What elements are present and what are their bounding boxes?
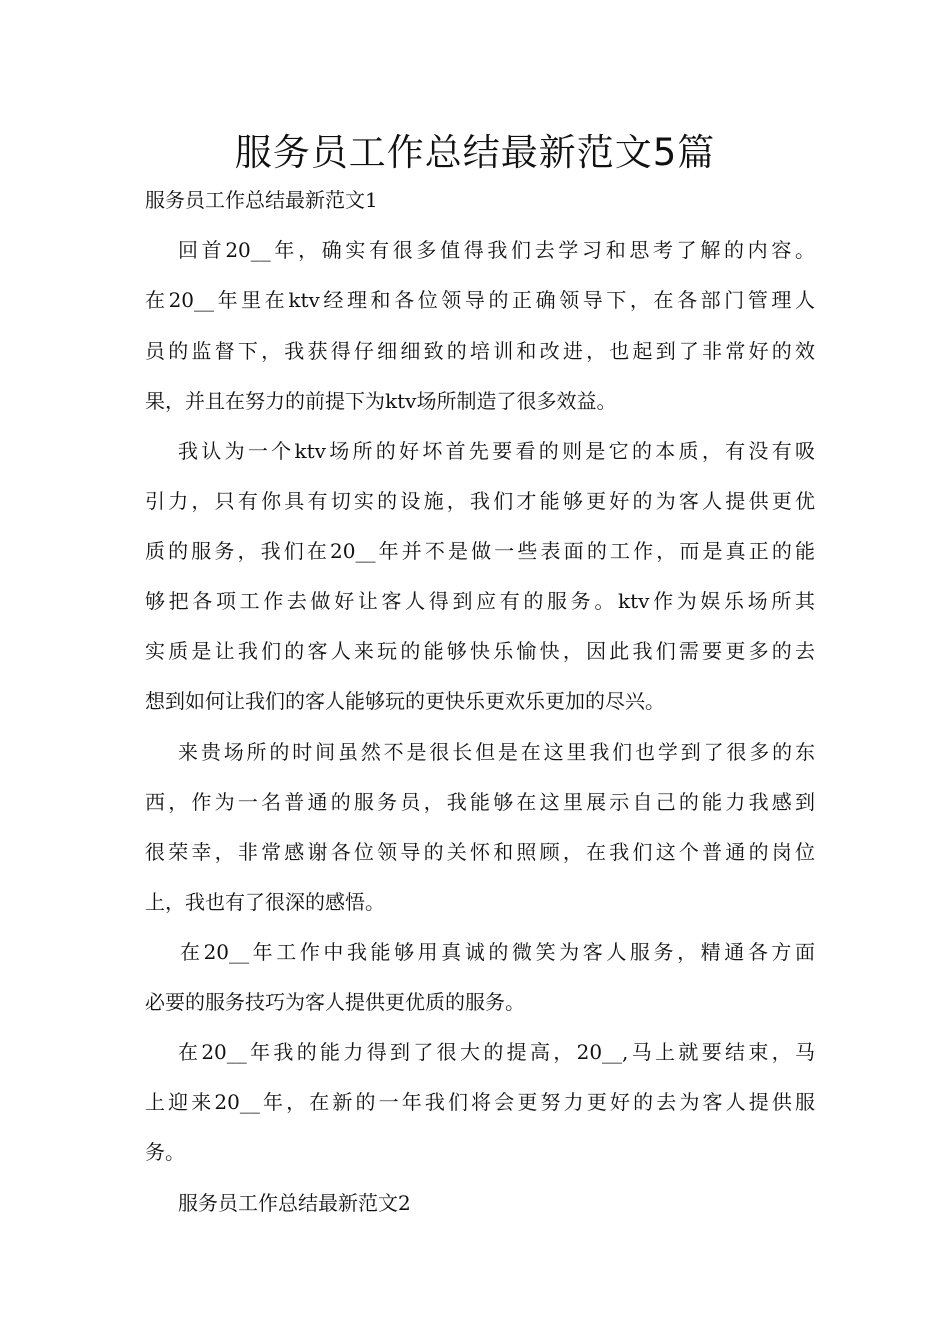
paragraph-5-line-2: 上迎来20__年，在新的一年我们将会更努力更好的去为客人提供服: [145, 1090, 815, 1114]
paragraph-3-line-2: 西，作为一名普通的服务员，我能够在这里展示自己的能力我感到: [145, 790, 815, 814]
paragraph-5-line-3: 务。: [145, 1140, 185, 1164]
paragraph-2-line-6: 想到如何让我们的客人能够玩的更快乐更欢乐更加的尽兴。: [145, 689, 665, 713]
paragraph-3-line-3: 很荣幸，非常感谢各位领导的关怀和照顾，在我们这个普通的岗位: [145, 840, 815, 864]
paragraph-5-line-1: 在20__年我的能力得到了很大的提高，20__,马上就要结束，马: [178, 1040, 815, 1064]
paragraph-2-line-5: 实质是让我们的客人来玩的能够快乐愉快，因此我们需要更多的去: [145, 639, 815, 663]
paragraph-4-line-2: 必要的服务技巧为客人提供更优质的服务。: [145, 990, 525, 1014]
paragraph-3-line-1: 来贵场所的时间虽然不是很长但是在这里我们也学到了很多的东: [178, 740, 815, 764]
paragraph-2-line-2: 引力，只有你具有切实的设施，我们才能够更好的为客人提供更优: [145, 489, 815, 513]
paragraph-1-line-1: 回首20__年，确实有很多值得我们去学习和思考了解的内容。: [178, 238, 815, 262]
paragraph-1-line-2: 在20__年里在ktv经理和各位领导的正确领导下，在各部门管理人: [145, 288, 815, 312]
section-heading-1: 服务员工作总结最新范文1: [145, 188, 378, 212]
paragraph-3-line-4: 上，我也有了很深的感悟。: [145, 890, 385, 914]
paragraph-1-line-3: 员的监督下，我获得仔细细致的培训和改进，也起到了非常好的效: [145, 339, 815, 363]
paragraph-2-line-3: 质的服务，我们在20__年并不是做一些表面的工作，而是真正的能: [145, 539, 815, 563]
section-heading-2: 服务员工作总结最新范文2: [178, 1191, 411, 1215]
paragraph-2-line-1: 我认为一个ktv场所的好坏首先要看的则是它的本质，有没有吸: [178, 439, 815, 463]
document-title: 服务员工作总结最新范文5篇: [234, 131, 716, 174]
paragraph-4-line-1: 在20__年工作中我能够用真诚的微笑为客人服务，精通各方面: [180, 940, 815, 964]
paragraph-2-line-4: 够把各项工作去做好让客人得到应有的服务。ktv作为娱乐场所其: [145, 589, 815, 613]
paragraph-1-line-4: 果，并且在努力的前提下为ktv场所制造了很多效益。: [145, 389, 617, 413]
